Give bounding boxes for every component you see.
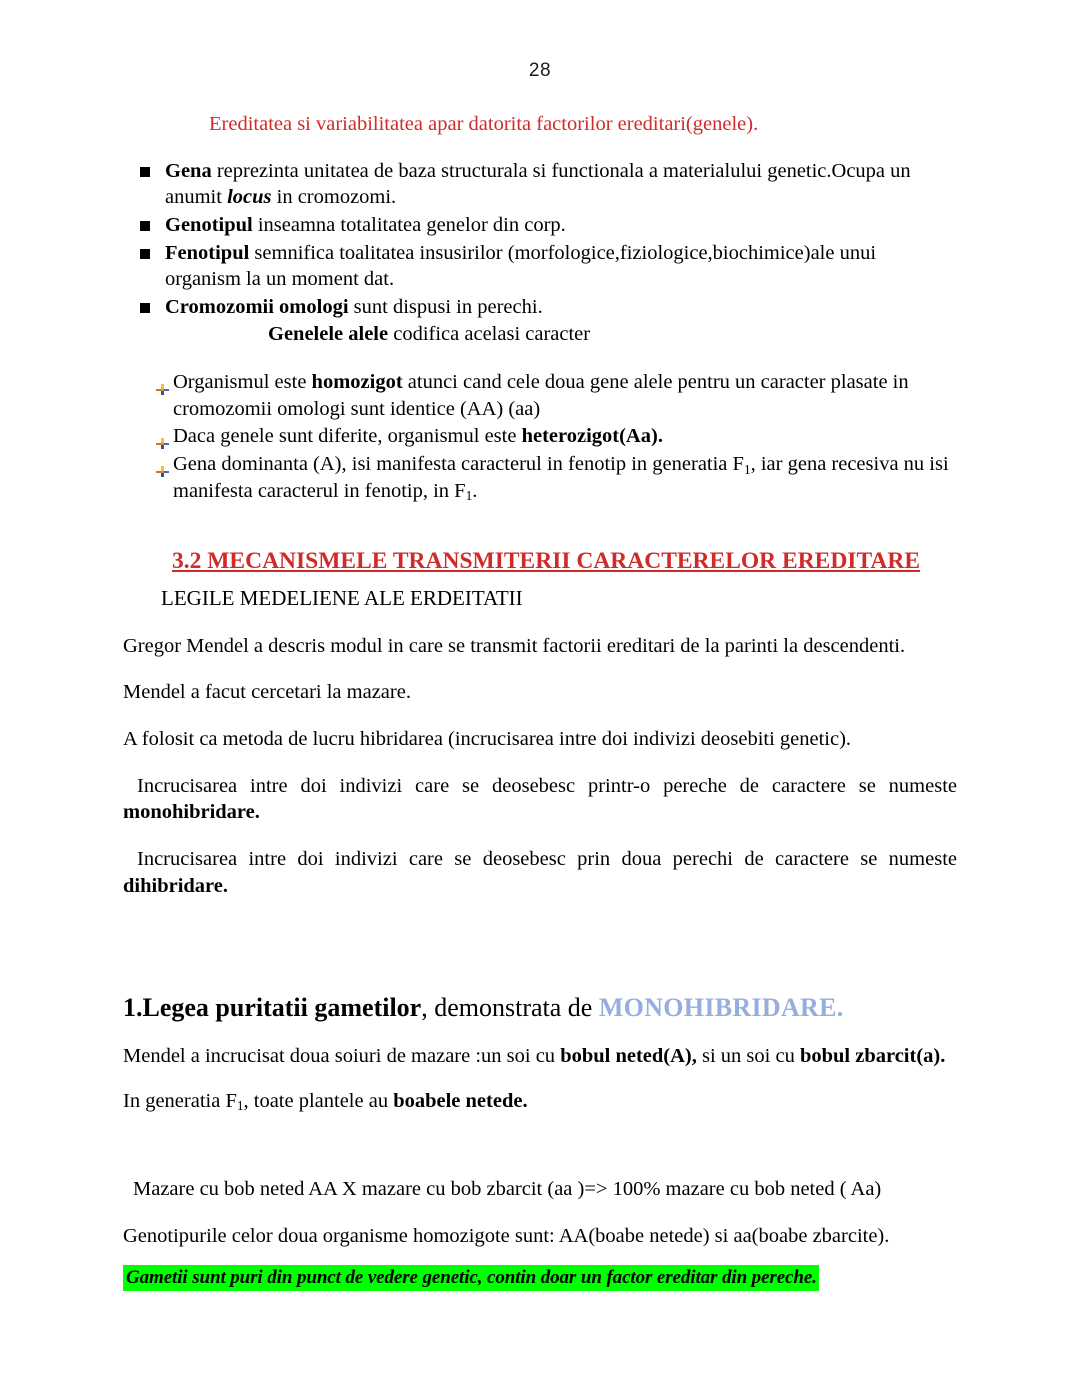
- section-heading-line2: EREDITARE: [782, 548, 920, 575]
- item-bold: homozigot: [311, 371, 403, 394]
- paragraph-mendel-research: Mendel a facut cercetari la mazare.: [123, 681, 411, 704]
- genotype-line: Genotipurile celor doua organisme homozigote sunt: AA(boabe netede) si aa(boabe zbarcite).: [123, 1224, 890, 1247]
- sub-indent-line: [123, 321, 957, 348]
- subscript-one: 1: [465, 488, 473, 504]
- paragraph-dihibridare: [123, 846, 957, 899]
- section-heading: [141, 546, 951, 576]
- item-text-b: atunci cand cele doua gene alele pentru un caracter plasate in cromozomii omologi sunt identice (AA) (aa): [173, 371, 909, 420]
- sub-indent-rest: codifica acelasi caracter: [388, 323, 591, 346]
- list-item: [123, 294, 957, 321]
- term-text: reprezinta unitatea de baza structurala si functionala a materialului genetic.Ocupa un anumit: [165, 159, 911, 209]
- paragraph-mendel-intro: Gregor Mendel a descris modul in care se transmit factorii ereditari de la parinti la descendenti.: [123, 634, 906, 657]
- page-number: 28: [528, 60, 552, 81]
- term-text: inseamna totalitatea genelor din corp.: [252, 213, 566, 236]
- paragraph-method: A folosit ca metoda de lucru hibridarea (incrucisarea intre doi indivizi deosebiti genetic).: [123, 727, 852, 750]
- bold-neted: bobul neted(A),: [560, 1044, 697, 1067]
- term-label: Genotipul: [165, 213, 253, 236]
- section-heading-line1: 3.2 MECANISMELE TRANSMITERII CARACTERELOR: [172, 548, 777, 575]
- item-period: .: [472, 479, 478, 502]
- item-text-a: Gena dominanta (A), isi manifesta caracterul in fenotip in generatia F: [173, 453, 744, 476]
- list-item: [123, 212, 957, 239]
- definitions-list: [123, 158, 957, 321]
- square-bullet-icon: [140, 167, 150, 177]
- term-text: sunt dispusi in perechi.: [348, 295, 543, 318]
- section-subheading: LEGILE MEDELIENE ALE ERDEITATII: [161, 586, 523, 611]
- law-title-middle: , demonstrata de: [421, 993, 599, 1023]
- paragraph-bold-term: dihibridare.: [123, 874, 228, 897]
- intro-red-line: Ereditatea si variabilitatea apar datorita factorilor ereditari(genele).: [209, 113, 759, 135]
- text-a: In generatia F: [123, 1089, 237, 1112]
- term-text: semnifica toalitatea insusirilor (morfologice,fiziologice,biochimice)ale unui organism la un moment dat.: [165, 241, 877, 291]
- zygosity-list: [123, 369, 957, 504]
- item-bold: heterozigot: [521, 425, 620, 448]
- arrow-bullet-icon: [156, 431, 169, 444]
- square-bullet-icon: [140, 249, 150, 259]
- paragraph-text: Incrucisarea intre doi indivizi care se deosebesc prin doua perechi de caractere se numeste: [137, 847, 957, 870]
- document-content: [123, 112, 957, 1291]
- highlight-text: Gametii sunt puri din punct de vedere genetic, contin doar un factor ereditar din pereche.: [123, 1265, 819, 1292]
- cross-equation-line: Mazare cu bob neted AA X mazare cu bob zbarcit (aa )=> 100% mazare cu bob neted ( Aa): [133, 1178, 882, 1201]
- text-c: si un soi cu: [696, 1044, 800, 1067]
- list-item: [123, 240, 957, 293]
- square-bullet-icon: [140, 303, 150, 313]
- term-label: Gena: [165, 159, 212, 182]
- item-text-a: Daca genele sunt diferite, organismul este: [173, 425, 522, 448]
- item-text-b: (Aa).: [619, 425, 663, 448]
- item-text-a: Organismul este: [173, 371, 312, 394]
- term-text-tail: in cromozomi.: [271, 186, 397, 209]
- subscript-one: 1: [743, 461, 751, 477]
- law-heading: [123, 991, 957, 1025]
- text-b: , toate plantele au: [243, 1089, 394, 1112]
- paragraph-crossing-description: [123, 1043, 957, 1070]
- bold-boabe: boabele netede.: [393, 1089, 528, 1112]
- term-label: Fenotipul: [165, 241, 250, 264]
- highlighted-statement: [123, 1265, 957, 1292]
- paragraph-f1-generation: [123, 1088, 957, 1115]
- square-bullet-icon: [140, 221, 150, 231]
- law-title-accent: MONOHIBRIDARE.: [598, 993, 844, 1023]
- subscript-one: 1: [236, 1098, 244, 1114]
- item-text-b: , iar gena recesiva nu isi manifesta caracterul in fenotip, in F: [173, 453, 949, 502]
- bold-zbarcit: bobul zbarcit(a).: [799, 1044, 946, 1067]
- paragraph-bold-term: monohibridare.: [123, 801, 260, 824]
- text-a: Mendel a incrucisat doua soiuri de mazare :un soi cu: [123, 1044, 561, 1067]
- list-item: [123, 423, 957, 450]
- paragraph-text: Incrucisarea intre doi indivizi care se deosebesc printr-o pereche de caractere se numeste: [137, 774, 957, 797]
- law-title-bold: 1.Legea puritatii gametilor: [123, 993, 422, 1023]
- term-label: Cromozomii omologi: [165, 295, 349, 318]
- list-item: [123, 451, 957, 504]
- paragraph-monohibridare: [123, 773, 957, 826]
- arrow-bullet-icon: [156, 459, 169, 472]
- sub-indent-bold: Genelele alele: [268, 323, 389, 346]
- list-item: [123, 369, 957, 422]
- term-italic: locus: [227, 186, 272, 209]
- arrow-bullet-icon: [156, 377, 169, 390]
- list-item: [123, 158, 957, 211]
